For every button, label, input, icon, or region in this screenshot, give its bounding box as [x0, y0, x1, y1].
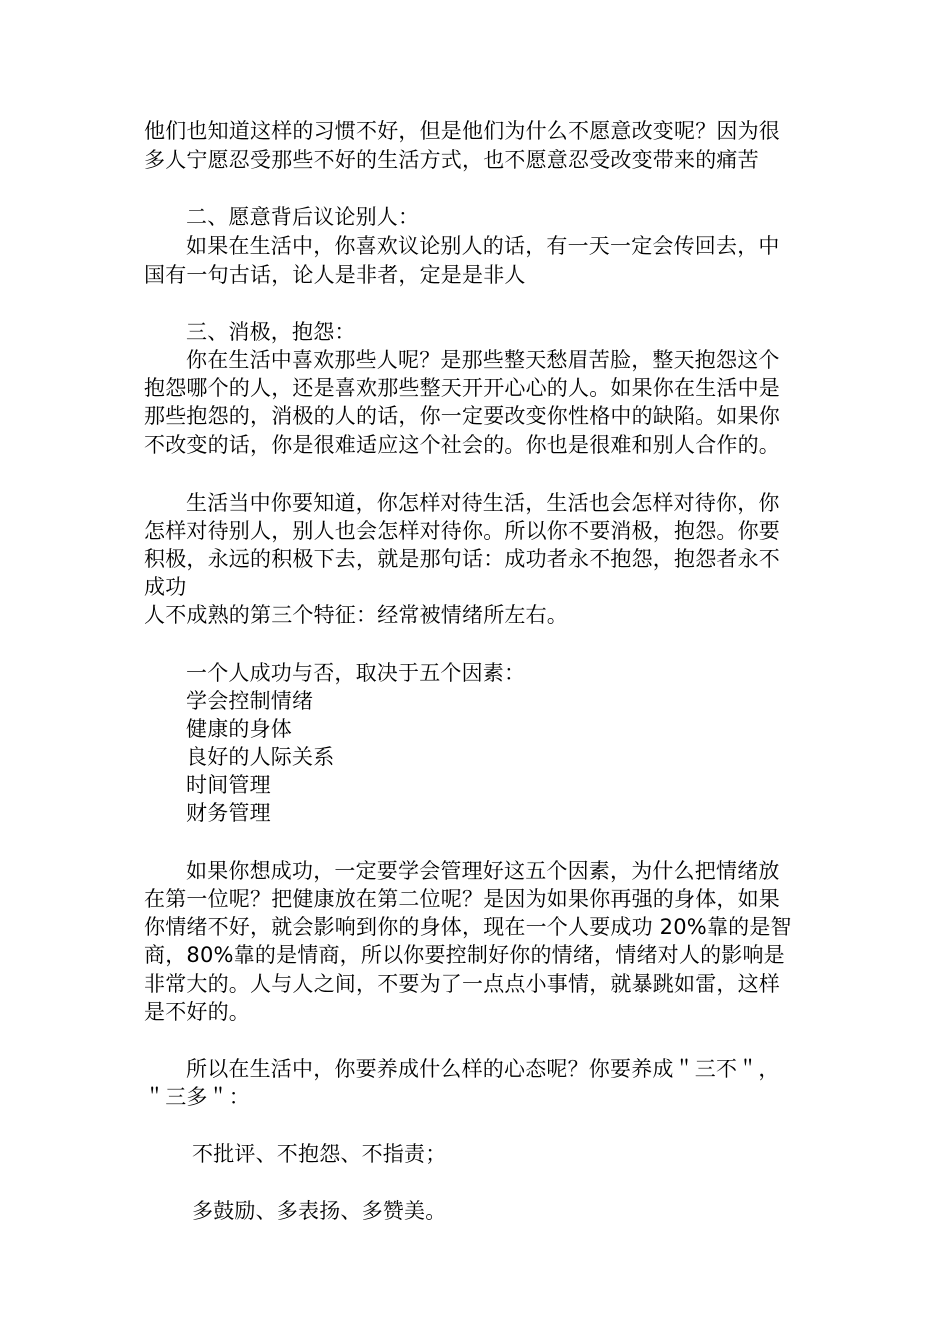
text-line: 积极，永远的积极下去，就是那句话：成功者永不抱怨，抱怨者永不 [144, 547, 780, 571]
text-line: 多人宁愿忍受那些不好的生活方式，也不愿意忍受改变带来的痛苦 [144, 148, 759, 172]
text-line: 所以在生活中，你要养成什么样的心态呢？你要养成＂三不＂， [186, 1057, 780, 1081]
text-line: 是不好的。 [144, 1000, 250, 1024]
text-line: 多鼓励、多表扬、多赞美。 [192, 1199, 447, 1223]
text-line: 不改变的话，你是很难适应这个社会的。你也是很难和别人合作的。 [144, 433, 780, 457]
text-line: 成功 [144, 575, 187, 599]
text-line: 不批评、不抱怨、不指责； [192, 1142, 447, 1166]
text-line: 非常大的。人与人之间，不要为了一点点小事情，就暴跳如雷，这样 [144, 972, 780, 996]
text-line: 在第一位呢？把健康放在第二位呢？是因为如果你再强的身体，如果 [144, 887, 780, 911]
section-heading: 三、消极，抱怨： [186, 320, 356, 344]
text-line: ＂三多＂： [144, 1085, 250, 1109]
text-line: 抱怨哪个的人，还是喜欢那些整天开开心心的人。如果你在生活中是 [144, 376, 780, 400]
text-line: 生活当中你要知道，你怎样对待生活，生活也会怎样对待你，你 [186, 491, 780, 515]
text-line: 他们也知道这样的习惯不好，但是他们为什么不愿意改变呢？因为很 [144, 119, 780, 143]
list-item: 时间管理 [186, 773, 271, 797]
text-line: 人不成熟的第三个特征：经常被情绪所左右。 [144, 603, 568, 627]
text-line: 你在生活中喜欢那些人呢？是那些整天愁眉苦脸，整天抱怨这个 [186, 348, 780, 372]
list-item: 财务管理 [186, 801, 271, 825]
text-line: 如果在生活中，你喜欢议论别人的话，有一天一定会传回去，中 [186, 234, 780, 258]
list-item: 健康的身体 [186, 717, 292, 741]
list-item: 学会控制情绪 [186, 689, 314, 713]
section-heading: 二、愿意背后议论别人： [186, 205, 420, 229]
text-line: 那些抱怨的，消极的人的话，你一定要改变你性格中的缺陷。如果你 [144, 404, 780, 428]
text-line: 一个人成功与否，取决于五个因素： [186, 661, 526, 685]
text-line: 如果你想成功，一定要学会管理好这五个因素，为什么把情绪放 [186, 859, 780, 883]
text-line: 商，80%靠的是情商，所以你要控制好你的情绪，情绪对人的影响是 [144, 943, 785, 967]
list-item: 良好的人际关系 [186, 745, 335, 769]
text-line: 你情绪不好，就会影响到你的身体，现在一个人要成功 20%靠的是智 [144, 915, 792, 939]
text-line: 怎样对待别人，别人也会怎样对待你。所以你不要消极，抱怨。你要 [144, 519, 780, 543]
text-line: 国有一句古话，论人是非者，定是是非人 [144, 263, 526, 287]
